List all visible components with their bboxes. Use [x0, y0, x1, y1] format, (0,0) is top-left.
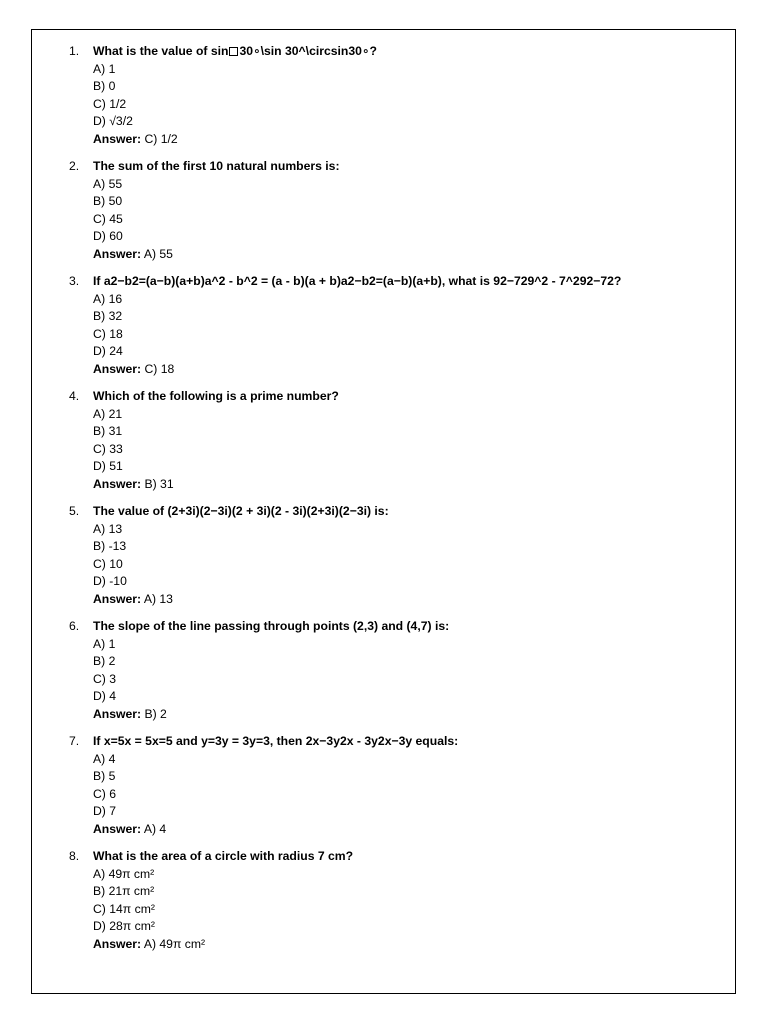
answer-label: Answer:	[93, 361, 142, 376]
question-text: What is the area of a circle with radius 7 cm?	[93, 849, 354, 863]
option-c: C) 6	[93, 786, 117, 801]
option-a: A) 4	[93, 751, 116, 766]
option-d: D) -10	[93, 574, 127, 588]
option-d: D) 51	[93, 459, 123, 473]
option-d: D) √3/2	[93, 114, 133, 128]
option-d: D) 4	[93, 689, 117, 703]
question-text: The sum of the first 10 natural numbers is:	[93, 159, 340, 173]
question-text: If a2−b2=(a−b)(a+b)a^2 - b^2 = (a - b)(a + b)a2−b2=(a−b)(a+b), what is 92−729^2 - 7^292−72?	[93, 274, 622, 288]
answer-label: Answer:	[93, 706, 142, 721]
answer-line	[93, 706, 735, 724]
question-4	[32, 388, 735, 493]
option-a: A) 21	[93, 406, 123, 421]
answer-value: B) 31	[144, 476, 174, 491]
option-c: C) 18	[93, 326, 123, 341]
option-a: A) 49π cm²	[93, 866, 155, 881]
option-c: C) 10	[93, 556, 123, 571]
option-b: B) 0	[93, 79, 116, 93]
option-c: C) 1/2	[93, 96, 127, 111]
option-d: D) 60	[93, 229, 123, 243]
option-d: D) 7	[93, 804, 117, 818]
question-text: The value of (2+3i)(2−3i)(2 + 3i)(2 - 3i)(2+3i)(2−3i) is:	[93, 504, 389, 518]
answer-value: B) 2	[144, 706, 167, 721]
document-page	[31, 29, 736, 994]
question-number: 8.	[69, 849, 80, 863]
question-number: 6.	[69, 619, 80, 633]
answer-label: Answer:	[93, 131, 142, 146]
option-b: B) 5	[93, 769, 116, 783]
answer-label: Answer:	[93, 246, 142, 261]
option-b: B) 21π cm²	[93, 884, 155, 898]
question-5	[32, 503, 735, 608]
question-number: 5.	[69, 504, 80, 518]
option-a: A) 13	[93, 521, 123, 536]
option-d: D) 28π cm²	[93, 919, 155, 933]
answer-value: A) 13	[143, 591, 173, 606]
question-text: The slope of the line passing through points (2,3) and (4,7) is:	[93, 619, 450, 633]
answer-label: Answer:	[93, 936, 142, 951]
option-b: B) -13	[93, 539, 127, 553]
question-number: 3.	[69, 274, 80, 288]
question-3	[32, 273, 735, 378]
question-7	[32, 733, 735, 838]
option-d: D) 24	[93, 344, 123, 358]
answer-value: A) 55	[143, 246, 173, 261]
option-a: A) 1	[93, 636, 116, 651]
answer-line	[93, 361, 735, 379]
answer-line	[93, 936, 735, 954]
option-a: A) 55	[93, 176, 123, 191]
answer-line	[93, 591, 735, 609]
option-c: C) 45	[93, 211, 123, 226]
answer-value: C) 1/2	[144, 131, 178, 146]
question-text: Which of the following is a prime number?	[93, 389, 339, 403]
answer-label: Answer:	[93, 476, 142, 491]
option-b: B) 50	[93, 194, 123, 208]
question-text-lead: What is the value of sin	[93, 44, 229, 58]
question-2	[32, 158, 735, 263]
question-8	[32, 848, 735, 953]
option-a: A) 1	[93, 61, 116, 76]
question-text-rest: 30∘\sin 30^\circsin30∘?	[239, 44, 377, 58]
option-b: B) 31	[93, 424, 123, 438]
answer-line	[93, 821, 735, 839]
answer-value: A) 4	[143, 821, 167, 836]
option-c: C) 14π cm²	[93, 901, 155, 916]
question-1	[32, 43, 735, 148]
question-number: 1.	[69, 44, 80, 58]
option-b: B) 32	[93, 309, 123, 323]
answer-label: Answer:	[93, 821, 142, 836]
question-6	[32, 618, 735, 723]
answer-value: C) 18	[144, 361, 175, 376]
option-b: B) 2	[93, 654, 116, 668]
option-c: C) 33	[93, 441, 123, 456]
question-text: If x=5x = 5x=5 and y=3y = 3y=3, then 2x−3y2x - 3y2x−3y equals:	[93, 734, 459, 748]
missing-glyph-icon	[229, 47, 238, 56]
question-number: 7.	[69, 734, 80, 748]
question-text	[93, 43, 735, 61]
answer-line	[93, 246, 735, 264]
answer-line	[93, 131, 735, 149]
question-list	[32, 43, 735, 963]
option-c: C) 3	[93, 671, 117, 686]
answer-label: Answer:	[93, 591, 142, 606]
option-a: A) 16	[93, 291, 123, 306]
answer-value: A) 49π cm²	[143, 936, 206, 951]
question-number: 4.	[69, 389, 80, 403]
question-number: 2.	[69, 159, 80, 173]
answer-line	[93, 476, 735, 494]
